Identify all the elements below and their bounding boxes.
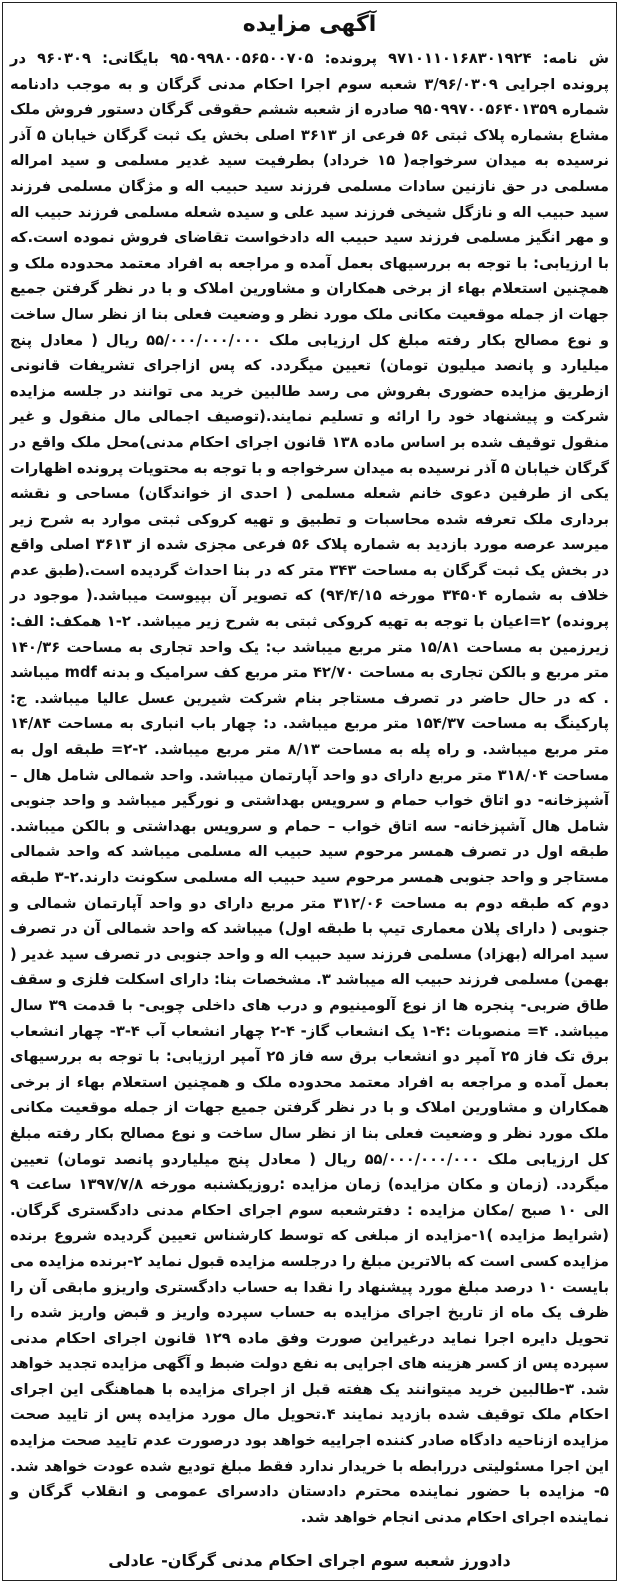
notice-title: آگهی مزایده — [242, 12, 377, 37]
notice-signature: دادورز شعبه سوم اجرای احکام مدنی گرگان- عادلی — [108, 1551, 511, 1570]
notice-body: ش نامه: ۹۷۱۰۱۱۰۱۶۸۳۰۱۹۲۴ پرونده: ۹۵۰۹۹۸۰۰۵۶۵۰۰۷۰۵ بایگانی: ۹۶۰۳۰۹ در پرونده اجرایی ۳/۹۶/۰۳۰۹ شعبه سوم اجرا احکام مدنی گرگان و به موجب دادنامه شماره ۹۵۰۹۹۷۰۰۵۶۴۰۱۳۵۹ صادره از شعبه ششم حقوقی گرگان دستور فروش ملک مشاع بشماره پلاک ثبتی ۵۶ فرعی از ۳۶۱۳ اصلی بخش یک ثبت گرگان خیابان ۵ آذر نرسیده به میدان سرخواجه( ۱۵ خرداد) بطرفیت سید غدیر مسلمی و سید امراله مسلمی در حق نازنین سادات مسلمی فرزند سید حبیب اله و مژگان مسلمی فرزند سید حبیب اله و نازگل شیخی فرزند سید علی و سیده شعله مسلمی فرزند حبیب اله و مهر انگیز مسلمی فرزند سید حبیب اله دادخواست تقاضای فروش نموده است.که با ارزیابی: با توجه به بررسیهای بعمل آمده و مراجعه به افراد معتمد محدوده ملک و همچنین استعلام بهاء از برخی همکاران و مشاورین املاک و با در نظر گرفتن جمیع جهات از جمله موقعیت مکانی ملک مورد نظر و وضعیت فعلی بنا از نظر سال ساخت و نوع مصالح بکار رفته مبلغ کل ارزیابی ملک ۵۵/۰۰۰/۰۰۰/۰۰۰ ریال ( معادل پنج میلیارد و پانصد میلیون تومان) تعیین میگردد. که پس ازاجرای تشریفات قانونی ازطریق مزایده حضوری بفروش می رسد طالبین خرید می توانند در جلسه مزایده شرکت و پیشنهاد خود را ارائه و تسلیم نمایند.(توصیف اجمالی مال منقول و غیر منقول توقیف شده بر اساس ماده ۱۳۸ قانون اجرای احکام مدنی)محل ملک واقع در گرگان خیابان ۵ آذر نرسیده به میدان سرخواجه و با توجه به محتویات پرونده اظهارات یکی از طرفین دعوی خانم شعله مسلمی ( احدی از خواندگان) مساحی و نقشه برداری ملک تعرفه شده محاسبات و تطبیق و تهیه کروکی ثبتی موارد به شرح زیر میرسد عرصه مورد بازدید به شماره پلاک ۵۶ فرعی مجزی شده از ۳۶۱۳ اصلی واقع در بخش یک ثبت گرگان به مساحت ۳۴۳ متر که در بنا احداث گردیده است.(طبق عدم خلاف به شماره ۳۴۵۰۴ مورخه ۹۴/۴/۱۵) که تصویر آن بپیوست میباشد.( موجود در پرونده) ۲=اعیان با توجه به تهیه کروکی ثبتی به شرح زیر میباشد. ۲-۱ همکف: الف: زیرزمین به مساحت ۱۵/۸۱ متر مربع میباشد ب: یک واحد تجاری به مساحت ۱۴۰/۳۶ متر مربع و بالکن تجاری به مساحت ۴۲/۷۰ متر مربع کف سرامیک و بدنه mdf میباشد . که در حال حاضر در تصرف مستاجر بنام شرکت شیرین عسل عالیا میباشد. ج: پارکینگ به مساحت ۱۵۴/۳۷ متر مربع میباشد. د: چهار باب انباری به مساحت ۱۴/۸۴ متر مربع میباشد. و راه پله به مساحت ۸/۱۳ متر مربع میباشد. ۲-۲= طبقه اول به مساحت ۳۱۸/۰۴ متر مربع دارای دو واحد آپارتمان میباشد. واحد شمالی شامل هال – آشپزخانه- دو اتاق خواب حمام و سرویس بهداشتی و نورگیر میباشد و واحد جنوبی شامل هال آشپزخانه- سه اتاق خواب – حمام و سرویس بهداشتی و بالکن میباشد. طبقه اول در تصرف همسر مرحوم سید حبیب اله مسلمی میباشد که واحد شمالی مستاجر و واحد جنوبی همسر مرحوم سید حبیب اله مسلمی سکونت دارند.۲-۳ طبقه دوم که طبقه دوم به مساحت ۳۱۲/۰۶ متر مربع دارای دو واحد آپارتمان شمالی و جنوبی ( دارای پلان معماری تیپ با طبقه اول) میباشد که واحد شمالی آن در تصرف سید امراله (بهزاد) مسلمی فرزند سید حبیب اله و واحد جنوبی در تصرف سید غدیر ( بهمن) مسلمی فرزند حبیب اله میباشد ۳. مشخصات بنا: دارای اسکلت فلزی و سقف طاق ضربی- پنجره ها از نوع آلومینیوم و درب های داخلی چوبی- با قدمت ۳۹ سال میباشد. ۴= منصوبات :۴-۱ یک انشعاب گاز- ۴-۲ چهار انشعاب آب ۴-۳- چهار انشعاب برق تک فاز ۲۵ آمپر دو انشعاب برق سه فاز ۲۵ آمپر ارزیابی: با توجه به بررسیهای بعمل آمده و مراجعه به افراد معتمد محدوده ملک و همچنین استعلام بهاء از برخی همکاران و مشاورین املاک و با در نظر گرفتن جمیع جهات از جمله موقعیت مکانی ملک مورد نظر و وضعیت فعلی بنا از نظر سال ساخت و نوع مصالح بکار رفته مبلغ کل ارزیابی ملک ۵۵/۰۰۰/۰۰۰/۰۰۰ ریال ( معادل پنج میلیاردو پانصد تومان) تعیین میگردد. (زمان و مکان مزایده) زمان مزایده :روزیکشنبه مورخه ۱۳۹۷/۷/۸ ساعت ۹ الی ۱۰ صبح /مکان مزایده : دفترشعبه سوم اجرای احکام مدنی دادگستری گرگان.(شرایط مزایده )۱-مزایده از مبلغی که توسط کارشناس تعیین گردیده شروع برنده مزایده کسی است که بالاترین مبلغ را درجلسه مزایده قبول نماید ۲-برنده مزایده می بایست ۱۰ درصد مبلغ مورد پیشنهاد را نقدا به حساب دادگستری واریزو مابقی آن را ظرف یک ماه از تاریخ اجرای مزایده به حساب سپرده واریز و قبض واریز شده را تحویل دایره اجرا نماید درغیراین صورت وفق ماده ۱۲۹ قانون اجرای احکام مدنی سپرده پس از کسر هزینه های اجرایی به نفع دولت ضبط و آگهی مزایده تجدید خواهد شد. ۳-طالبین خرید میتوانند یک هفته قبل از اجرای مزایده با هماهنگی این اجرای احکام ملک توقیف شده بازدید نمایند ۴.تحویل مال مورد مزایده پس از تایید صحت مزایده ازناحیه دادگاه صادر کننده اجراییه خواهد بود درصورت عدم تایید صحت مزایده این اجرا مسئولیتی دررابطه با خریدار ندارد فقط مبلغ تودیع شده عودت خواهد شد. ۵- مزایده با حضور نماینده محترم دادستان دادسرای عمومی و انقلاب گرگان و نماینده اجرای احکام مدنی انجام خواهد شد. — [10, 50, 610, 1526]
